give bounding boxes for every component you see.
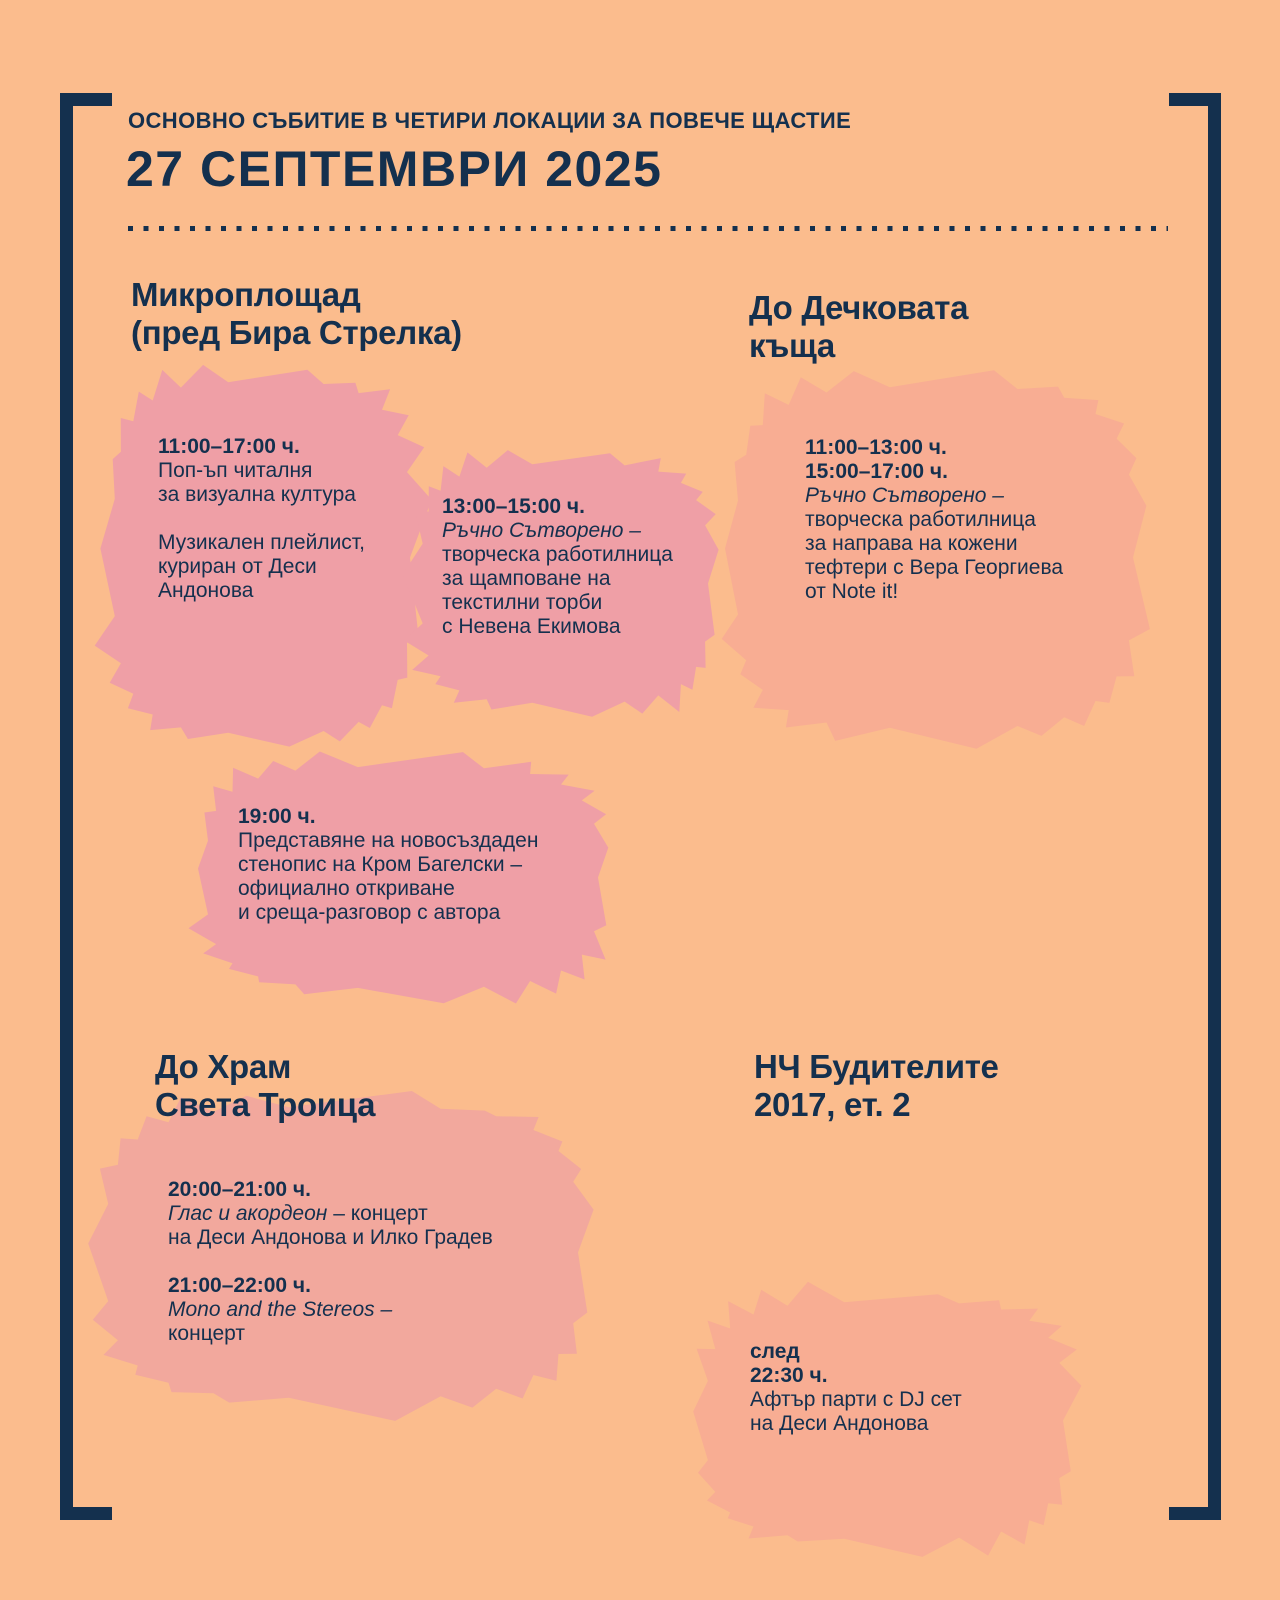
event-group-mono-stereos <box>168 1274 493 1346</box>
event-line: на Деси Андонова и Илко Градев <box>168 1226 493 1249</box>
event-time: 13:00–15:00 ч. <box>442 495 585 518</box>
event-card-concerts <box>168 1178 493 1346</box>
event-title: Ръчно Сътворено – <box>442 519 641 542</box>
event-card-mural-presentation <box>238 805 538 925</box>
event-title: Ръчно Сътворено – <box>805 484 1004 507</box>
event-time: 11:00–17:00 ч. <box>158 435 300 458</box>
event-group-voice-accordion <box>168 1178 493 1250</box>
location-name-line: До Храм <box>155 1048 292 1085</box>
location-name-line: НЧ Будителите <box>754 1048 999 1085</box>
event-card-stamp-workshop <box>442 495 673 639</box>
event-card-popup-reading-room <box>158 435 365 603</box>
event-time: 15:00–17:00 ч. <box>805 460 948 483</box>
event-line: на Деси Андонова <box>750 1412 929 1435</box>
location-heading-buditelite <box>754 1048 999 1124</box>
event-time: 22:30 ч. <box>750 1364 828 1387</box>
event-line: куриран от Деси <box>158 555 317 578</box>
event-time: след <box>750 1340 800 1363</box>
event-line: за направа на кожени <box>805 532 1018 555</box>
event-line: Музикален плейлист, <box>158 531 365 554</box>
location-heading-dechkova-house <box>749 289 968 365</box>
spacer <box>168 1250 493 1274</box>
event-time: 20:00–21:00 ч. <box>168 1178 311 1201</box>
event-line: стенопис на Кром Багелски – <box>238 853 523 876</box>
event-line: Афтър парти с DJ сет <box>750 1388 962 1411</box>
event-line: Поп-ъп читалня <box>158 459 313 482</box>
event-time: 21:00–22:00 ч. <box>168 1274 311 1297</box>
event-line: от Note it! <box>805 580 899 603</box>
location-name-line: Света Троица <box>155 1086 376 1123</box>
location-name-line: 2017, ет. 2 <box>754 1086 911 1123</box>
event-time: 19:00 ч. <box>238 805 316 828</box>
event-time: 11:00–13:00 ч. <box>805 436 947 459</box>
event-card-afterparty <box>750 1340 962 1436</box>
event-line: и среща-разговор с автора <box>238 901 501 924</box>
event-line: за щамповане на <box>442 567 611 590</box>
event-line: Представяне на новосъздаден <box>238 829 539 852</box>
event-line: концерт <box>168 1322 246 1345</box>
spacer <box>158 507 365 531</box>
event-line: с Невена Екимова <box>442 615 621 638</box>
event-line: за визуална култура <box>158 483 356 506</box>
location-heading-microsquare <box>131 276 462 352</box>
event-line: тефтери с Вера Георгиева <box>805 556 1064 579</box>
event-line: Андонова <box>158 579 254 602</box>
location-heading-holy-trinity <box>155 1048 375 1124</box>
frame-bracket-right <box>1169 93 1221 1520</box>
location-name-line: (пред Бира Стрелка) <box>131 314 462 351</box>
poster-kicker: ОСНОВНО СЪБИТИЕ В ЧЕТИРИ ЛОКАЦИИ ЗА ПОВЕЧЕ ЩАСТИЕ <box>128 108 852 133</box>
location-name-line: До Дечковата <box>749 289 969 326</box>
event-line: творческа работилница <box>442 543 673 566</box>
event-line: текстилни торби <box>442 591 603 614</box>
dotted-divider <box>128 226 1168 231</box>
page-title: 27 СЕПТЕМВРИ 2025 <box>126 141 663 197</box>
location-name-line: къща <box>749 327 835 364</box>
location-name-line: Микроплощад <box>131 276 361 313</box>
event-title-rest: – концерт <box>327 1202 428 1225</box>
event-line: официално откриване <box>238 877 455 900</box>
event-title: Mono and the Stereos – <box>168 1298 393 1321</box>
event-line: творческа работилница <box>805 508 1036 531</box>
event-title-line <box>168 1202 493 1226</box>
event-card-leather-workshop <box>805 436 1063 604</box>
event-title: Глас и акордеон <box>168 1202 328 1225</box>
